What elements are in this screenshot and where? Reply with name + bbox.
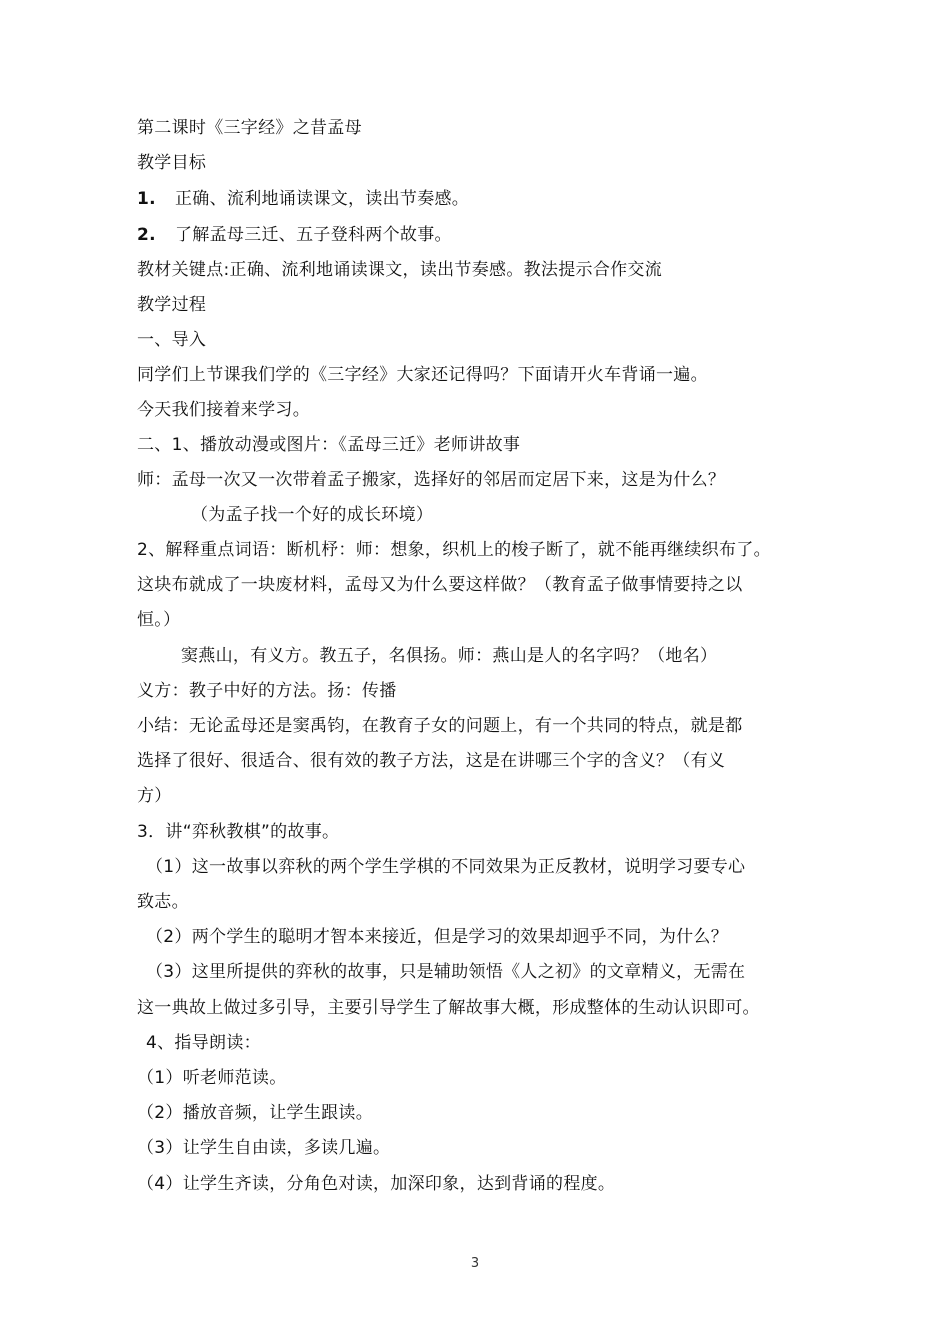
- goal-item-1: [137, 188, 469, 210]
- paragraph-line: （1）这一故事以弈秋的两个学生学棋的不同效果为正反教材，说明学习要专心: [146, 857, 746, 877]
- page-number: 3: [470, 1256, 480, 1271]
- paragraph-line: 师：孟母一次又一次带着孟子搬家，选择好的邻居而定居下来，这是为什么？: [137, 470, 726, 490]
- paragraph-line: 3．讲“弈秋教棋”的故事。: [137, 822, 340, 842]
- paragraph-line: （1）听老师范读。: [137, 1068, 287, 1088]
- paragraph-line: 恒。）: [137, 610, 181, 630]
- paragraph-line: 4、指导朗读：: [146, 1033, 261, 1053]
- paragraph-line: 这一典故上做过多引导，主要引导学生了解故事大概，形成整体的生动认识即可。: [137, 998, 760, 1018]
- paragraph-line: （3）让学生自由读，多读几遍。: [137, 1138, 391, 1158]
- section-heading: 一、导入: [137, 330, 207, 350]
- goal-text: 正确、流利地诵读课文，读出节奏感。: [175, 189, 470, 209]
- goal-item-2: [137, 224, 452, 246]
- paragraph-line: 同学们上节课我们学的《三字经》大家还记得吗？下面请开火车背诵一遍。: [137, 365, 708, 385]
- paragraph-line: 二、1、播放动漫或图片：《孟母三迁》老师讲故事: [137, 435, 521, 455]
- paragraph-line: （2）播放音频，让学生跟读。: [137, 1103, 374, 1123]
- paragraph-line: （为孟子找一个好的成长环境）: [191, 505, 434, 525]
- paragraph-line: 今天我们接着来学习。: [137, 400, 310, 420]
- paragraph-line: 义方：教子中好的方法。扬：传播: [137, 681, 397, 701]
- paragraph-line: （3）这里所提供的弈秋的故事，只是辅助领悟《人之初》的文章精义，无需在: [146, 962, 746, 982]
- goal-text: 了解孟母三迁、五子登科两个故事。: [175, 225, 452, 245]
- paragraph-line: 2、解释重点词语：断机杼：师：想象，织机上的梭子断了，就不能再继续织布了。: [137, 540, 771, 560]
- paragraph-line: 选择了很好、很适合、很有效的教子方法，这是在讲哪三个字的含义？（有义: [137, 751, 726, 771]
- paragraph-line: 教材关键点:正确、流利地诵读课文，读出节奏感。教法提示合作交流: [137, 260, 663, 280]
- paragraph-line: 方）: [137, 786, 172, 806]
- paragraph-line: 这块布就成了一块废材料，孟母又为什么要这样做？（教育孟子做事情要持之以: [137, 575, 743, 595]
- paragraph-line: （2）两个学生的聪明才智本来接近，但是学习的效果却迥乎不同，为什么？: [146, 927, 729, 947]
- section-heading: 教学过程: [137, 295, 207, 315]
- paragraph-line: （4）让学生齐读，分角色对读，加深印象，达到背诵的程度。: [137, 1174, 616, 1194]
- section-heading: 教学目标: [137, 153, 207, 173]
- paragraph-line: 小结：无论孟母还是窦禹钧，在教育子女的问题上，有一个共同的特点，就是都: [137, 716, 743, 736]
- lesson-title: 第二课时《三字经》之昔孟母: [137, 118, 362, 138]
- paragraph-line: 致志。: [137, 892, 189, 912]
- paragraph-line: 窦燕山，有义方。教五子，名俱扬。师：燕山是人的名字吗？（地名）: [181, 646, 718, 666]
- goal-number: 1.: [137, 189, 156, 209]
- goal-number: 2.: [137, 225, 156, 245]
